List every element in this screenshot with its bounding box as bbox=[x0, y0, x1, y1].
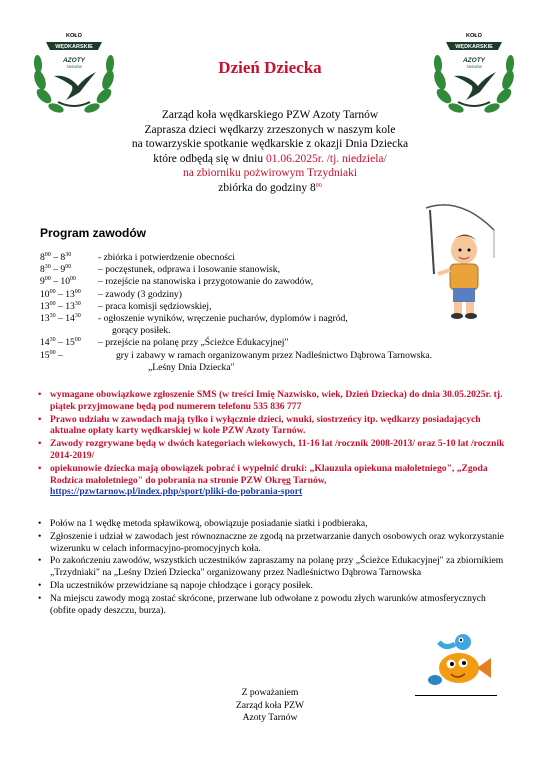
schedule-desc: – rozejście na stanowiska i przygotowanie do zawodów, bbox=[98, 276, 314, 288]
schedule-time: $13^{00} - 13^{30}$ bbox=[40, 300, 81, 312]
svg-text:KOŁO: KOŁO bbox=[66, 33, 82, 39]
svg-text:TARNÓW: TARNÓW bbox=[66, 65, 82, 69]
schedule-desc: – przejście na polanę przy „Ścieżce Edukacyjnej" bbox=[98, 337, 289, 349]
download-link[interactable]: https://pzwtarnow.pl/index.php/sport/pliki-do-pobrania-sport bbox=[50, 486, 303, 498]
list-item: • Dla uczestników przewidziane są napoje chłodzące i gorący posiłek. bbox=[38, 580, 508, 592]
intro-line: zbiórka do godziny $8^{00}$ bbox=[218, 181, 322, 194]
schedule-desc: – zawody (3 godziny) bbox=[98, 288, 182, 300]
signature-line: Zarząd koła PZW bbox=[235, 699, 305, 711]
schedule-time: $15^{00}$ – bbox=[40, 349, 63, 361]
list-item: • Na miejscu zawody mogą zostać skrócone, przerwane lub odwołane z powodu złych warunków atmosferycznych (obfite opady deszczu, burza). bbox=[38, 593, 508, 617]
page-title: Dzień Dziecka bbox=[218, 58, 322, 77]
signature-line: Z poważaniem bbox=[241, 687, 299, 698]
program-heading: Program zawodów bbox=[40, 226, 147, 240]
schedule-desc: gorący posiłek. bbox=[112, 325, 171, 337]
list-item: • opiekunowie dziecka mają obowiązek pobrać i wypełnić druki: „Klauzula opiekuna małoletniego", „Zgoda Rodzica małoletniego" do pobrania na stronie PZW Okręg Tarnów, https://pzwtarnow.pl/index.php/sport/pliki-do-pobrania-sport bbox=[38, 463, 508, 498]
svg-text:KOŁO: KOŁO bbox=[466, 33, 482, 39]
schedule-time bbox=[40, 325, 98, 337]
schedule-row bbox=[40, 350, 540, 362]
list-item: • Zgłoszenie i udział w zawodach jest równoznaczne ze zgodą na przetwarzanie danych osobowych oraz wykorzystanie wizerunku w celach informacyjno-promocyjnych koła. bbox=[38, 531, 508, 555]
fisher-boy-illustration bbox=[420, 200, 500, 320]
schedule-time: $14^{30} - 15^{00}$ bbox=[40, 337, 81, 349]
schedule-desc: gry i zabawy w ramach organizowanym przez Nadleśnictwo Dąbrowa Tarnowska. bbox=[116, 349, 432, 361]
schedule-desc: - ogłoszenie wyników, wręczenie pucharów, dyplomów i nagród, bbox=[98, 313, 348, 325]
cartoon-fish-illustration bbox=[425, 630, 495, 688]
schedule-time: $13^{30} - 14^{30}$ bbox=[40, 313, 81, 325]
event-date: 01.06.2025r. /tj. niedziela/ bbox=[266, 152, 387, 165]
signature-block bbox=[180, 687, 360, 725]
intro-line: na towarzyskie spotkanie wędkarskie z okazji Dnia Dziecka bbox=[131, 138, 409, 150]
schedule-row bbox=[40, 325, 540, 337]
svg-text:WĘDKARSKIE: WĘDKARSKIE bbox=[55, 44, 93, 50]
intro-line: które odbędą się w dniu 01.06.2025r. /tj. niedziela/ bbox=[153, 152, 387, 165]
list-item: • Prawo udziału w zawodach mają tylko i wyłącznie dzieci, wnuki, siostrzeńcy itp. wędkarzy posiadających aktualne opłaty karty wędkarskiej w kole PZW Azoty Tarnów. bbox=[38, 414, 508, 438]
schedule-time: $10^{00} - 13^{00}$ bbox=[40, 288, 81, 300]
intro-line: Zaprasza dzieci wędkarzy zrzeszonych w naszym kole bbox=[144, 123, 396, 136]
signature-rule bbox=[415, 695, 497, 696]
list-item: • Połów na 1 wędkę metoda spławikową, obowiązuje posiadanie siatki i podbieraka, bbox=[38, 518, 508, 530]
schedule-desc: – praca komisji sędziowskiej, bbox=[98, 300, 212, 312]
schedule-time bbox=[40, 362, 98, 374]
requirements-list bbox=[38, 389, 508, 499]
svg-text:AZOTY: AZOTY bbox=[462, 57, 486, 64]
intro-line: Zarząd koła wędkarskiego PZW Azoty Tarnów bbox=[161, 109, 379, 121]
schedule-row bbox=[40, 337, 540, 349]
signature-line: Azoty Tarnów bbox=[242, 712, 298, 724]
list-item: • Po zakończeniu zawodów, wszystkich uczestników zapraszamy na polanę przy „Ścieżce Edukacyjnej" za zbiornikiem „Trzydniaki" na „Leśny Dzień Dziecka" organizowany przez Nadleśnictwo Dąbrowa Tarnowska bbox=[38, 555, 508, 579]
schedule-desc: - zbiórka i potwierdzenie obecności bbox=[98, 252, 235, 263]
event-location: na zbiorniku pożwirowym Trzydniaki bbox=[182, 167, 358, 179]
svg-text:AZOTY: AZOTY bbox=[62, 57, 86, 64]
schedule-time: $8^{30} - 9^{00}$ bbox=[40, 264, 72, 276]
schedule-desc: – poczęstunek, odprawa i losowanie stanowisk, bbox=[98, 264, 280, 276]
info-list bbox=[38, 518, 508, 617]
list-item: • Zawody rozgrywane będą w dwóch kategoriach wiekowych, 11-16 lat /rocznik 2008-2013/ oraz 5-10 lat /rocznik 2014-2019/ bbox=[38, 438, 508, 462]
svg-text:WĘDKARSKIE: WĘDKARSKIE bbox=[455, 44, 493, 50]
schedule-time: $8^{00} - 8^{30}$ bbox=[40, 252, 72, 263]
intro-text bbox=[0, 108, 540, 195]
list-item: • wymagane obowiązkowe zgłoszenie SMS (w treści Imię Nazwisko, wiek, Dzień Dziecka) do dnia 30.05.2025r. tj. piątek przyjmowane będą pod numerem telefonu 535 836 777 bbox=[38, 389, 508, 413]
schedule-time: $9^{00} - 10^{00}$ bbox=[40, 276, 76, 288]
schedule-desc: „Leśny Dnia Dziecka" bbox=[148, 361, 235, 373]
svg-text:TARNÓW: TARNÓW bbox=[466, 65, 482, 69]
schedule-row bbox=[40, 362, 540, 374]
